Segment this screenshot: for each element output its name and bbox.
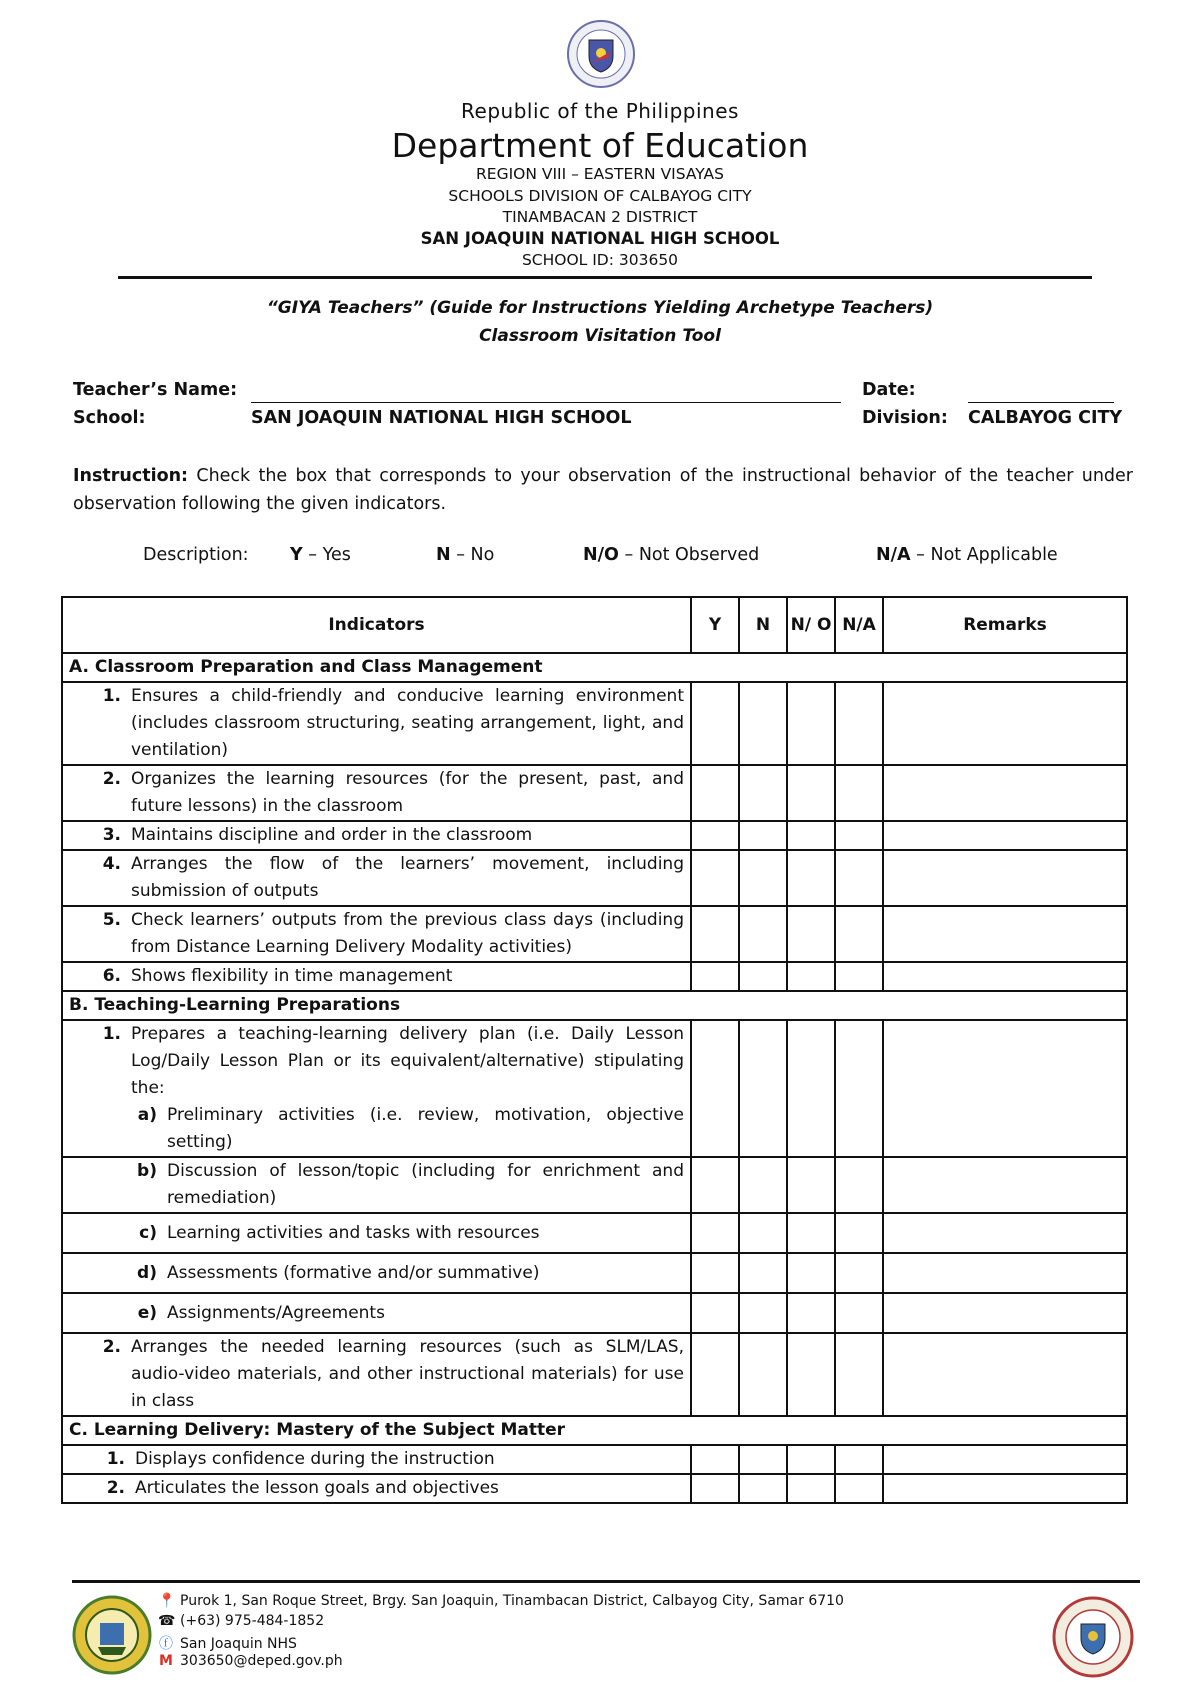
location-icon: 📍 <box>158 1593 176 1609</box>
division-value: CALBAYOG CITY <box>968 408 1123 428</box>
item-text: Displays confidence during the instruction <box>135 1449 495 1469</box>
checkbox-no[interactable] <box>787 765 835 821</box>
date-field[interactable] <box>968 380 1114 403</box>
checkbox-no[interactable] <box>787 1020 835 1157</box>
indicator-cell <box>62 1445 691 1474</box>
instruction-paragraph <box>73 462 1133 518</box>
item-text: Arranges the needed learning resources (such as SLM/LAS, audio-video materials, and other instructional materials) for use in class <box>131 1337 684 1411</box>
checkbox-na[interactable] <box>835 1157 883 1213</box>
checkbox-na[interactable] <box>835 1020 883 1157</box>
checkbox-n[interactable] <box>739 1445 787 1474</box>
section-a-title: A. Classroom Preparation and Class Management <box>62 653 1127 682</box>
table-row <box>62 821 1127 850</box>
checkbox-no[interactable] <box>787 682 835 765</box>
legend-yes-code: Y <box>290 545 303 565</box>
checkbox-na[interactable] <box>835 1445 883 1474</box>
item-text: Organizes the learning resources (for the present, past, and future lessons) in the classroom <box>131 769 684 816</box>
mail-icon: M <box>159 1653 173 1669</box>
sub-item-text: Discussion of lesson/topic (including for enrichment and remediation) <box>167 1161 684 1208</box>
checkbox-no[interactable] <box>787 962 835 991</box>
checkbox-y[interactable] <box>691 962 739 991</box>
checkbox-no[interactable] <box>787 1213 835 1253</box>
checkbox-na[interactable] <box>835 906 883 962</box>
sub-item-letter: a) <box>137 1105 157 1125</box>
legend-not-applicable <box>876 545 1058 565</box>
item-text: Articulates the lesson goals and objectives <box>135 1478 499 1498</box>
checkbox-y[interactable] <box>691 821 739 850</box>
table-row <box>62 906 1127 962</box>
table-row <box>62 1445 1127 1474</box>
header-na: N/A <box>835 597 883 653</box>
header-y: Y <box>691 597 739 653</box>
teacher-name-label: Teacher’s Name: <box>73 380 238 400</box>
item-number: 1. <box>102 686 121 706</box>
checkbox-n[interactable] <box>739 1020 787 1157</box>
table-header-row <box>62 597 1127 653</box>
checkbox-na[interactable] <box>835 1474 883 1503</box>
table-row <box>62 1293 1127 1333</box>
department-title: Department of Education <box>391 126 809 165</box>
legend-no2-code: N/O <box>583 545 619 565</box>
sub-item-text: Learning activities and tasks with resources <box>167 1222 540 1243</box>
header-remarks: Remarks <box>883 597 1127 653</box>
footer-divider <box>72 1580 1140 1583</box>
checkbox-n[interactable] <box>739 906 787 962</box>
region-line: REGION VIII – EASTERN VISAYAS <box>476 165 724 183</box>
checkbox-n[interactable] <box>739 1253 787 1293</box>
school-logo <box>72 1595 152 1675</box>
division-seal <box>1052 1596 1134 1678</box>
footer-email-line[interactable] <box>158 1653 343 1669</box>
indicator-cell <box>62 1474 691 1503</box>
item-text: Check learners’ outputs from the previous class days (including from Distance Learning Delivery Modality activities) <box>131 910 684 957</box>
remarks-cell[interactable] <box>883 1293 1127 1333</box>
header-indicators: Indicators <box>62 597 691 653</box>
checkbox-y[interactable] <box>691 1474 739 1503</box>
indicator-cell <box>62 1333 691 1416</box>
indicators-table <box>61 596 1128 1504</box>
checkbox-na[interactable] <box>835 850 883 906</box>
section-b-title: B. Teaching-Learning Preparations <box>62 991 1127 1020</box>
checkbox-y[interactable] <box>691 682 739 765</box>
checkbox-y[interactable] <box>691 1293 739 1333</box>
remarks-cell[interactable] <box>883 1445 1127 1474</box>
sub-item-text: Assessments (formative and/or summative) <box>167 1262 540 1283</box>
remarks-cell[interactable] <box>883 821 1127 850</box>
footer-facebook-line[interactable] <box>158 1633 297 1653</box>
footer-address: Purok 1, San Roque Street, Brgy. San Joaquin, Tinambacan District, Calbayog City, Samar 6710 <box>180 1593 844 1609</box>
table-row <box>62 1333 1127 1416</box>
table-row <box>62 1157 1127 1213</box>
indicator-cell <box>62 962 691 991</box>
tool-subtitle: Classroom Visitation Tool <box>479 326 721 346</box>
remarks-cell[interactable] <box>883 1333 1127 1416</box>
legend-no-text: – No <box>456 545 495 565</box>
checkbox-n[interactable] <box>739 821 787 850</box>
indicator-cell <box>62 1157 691 1213</box>
remarks-cell[interactable] <box>883 1474 1127 1503</box>
remarks-cell[interactable] <box>883 765 1127 821</box>
sub-item-letter: d) <box>137 1262 157 1283</box>
footer-address-line <box>158 1593 844 1609</box>
checkbox-y[interactable] <box>691 1157 739 1213</box>
footer-phone-line <box>158 1613 324 1629</box>
school-line: SAN JOAQUIN NATIONAL HIGH SCHOOL <box>420 229 780 248</box>
description-label: Description: <box>143 545 249 565</box>
checkbox-no[interactable] <box>787 1157 835 1213</box>
deped-seal <box>566 18 636 90</box>
checkbox-na[interactable] <box>835 1333 883 1416</box>
item-text: Ensures a child-friendly and conducive learning environment (includes classroom structuring, seating arrangement, light, and ventilation) <box>131 686 684 760</box>
indicator-cell <box>62 1213 691 1253</box>
checkbox-n[interactable] <box>739 850 787 906</box>
checkbox-n[interactable] <box>739 682 787 765</box>
remarks-cell[interactable] <box>883 1213 1127 1253</box>
checkbox-y[interactable] <box>691 1333 739 1416</box>
table-row <box>62 1213 1127 1253</box>
header-no: N/ O <box>787 597 835 653</box>
checkbox-no[interactable] <box>787 906 835 962</box>
indicator-cell <box>62 906 691 962</box>
checkbox-y[interactable] <box>691 850 739 906</box>
checkbox-no[interactable] <box>787 1445 835 1474</box>
table-row <box>62 1020 1127 1157</box>
item-number: 4. <box>102 854 121 874</box>
checkbox-no[interactable] <box>787 1253 835 1293</box>
checkbox-n[interactable] <box>739 1157 787 1213</box>
date-label: Date: <box>862 380 916 400</box>
checkbox-y[interactable] <box>691 765 739 821</box>
table-row <box>62 962 1127 991</box>
legend-yes <box>290 545 351 565</box>
legend-no-code: N <box>436 545 451 565</box>
checkbox-y[interactable] <box>691 1020 739 1157</box>
table-row <box>62 1474 1127 1503</box>
sub-item-letter: e) <box>137 1302 157 1323</box>
table-row <box>62 850 1127 906</box>
item-number: 2. <box>102 769 121 789</box>
checkbox-y[interactable] <box>691 1213 739 1253</box>
school-id-line: SCHOOL ID: 303650 <box>521 251 679 269</box>
remarks-cell[interactable] <box>883 962 1127 991</box>
checkbox-y[interactable] <box>691 1253 739 1293</box>
checkbox-na[interactable] <box>835 682 883 765</box>
division-label: Division: <box>862 408 948 428</box>
table-row <box>62 1253 1127 1293</box>
checkbox-no[interactable] <box>787 821 835 850</box>
remarks-cell[interactable] <box>883 1253 1127 1293</box>
instruction-text: Check the box that corresponds to your observation of the instructional behavior of the teacher under observation following the given indicators. <box>73 466 1133 514</box>
header-divider <box>118 276 1092 279</box>
checkbox-na[interactable] <box>835 765 883 821</box>
item-text: Arranges the flow of the learners’ movement, including submission of outputs <box>131 854 684 901</box>
checkbox-n[interactable] <box>739 962 787 991</box>
checkbox-n[interactable] <box>739 1213 787 1253</box>
footer-facebook[interactable]: San Joaquin NHS <box>180 1636 297 1652</box>
legend-na-code: N/A <box>876 545 911 565</box>
header-n: N <box>739 597 787 653</box>
district-line: TINAMBACAN 2 DISTRICT <box>502 208 698 226</box>
item-number: 5. <box>102 910 121 930</box>
sub-item-letter: c) <box>139 1222 157 1243</box>
legend-yes-text: – Yes <box>308 545 351 565</box>
section-a-row <box>62 653 1127 682</box>
item-text: Shows flexibility in time management <box>131 966 453 986</box>
indicator-cell <box>62 765 691 821</box>
section-c-row <box>62 1416 1127 1445</box>
item-text: Prepares a teaching-learning delivery plan (i.e. Daily Lesson Log/Daily Lesson Plan or its equivalent/alternative) stipulating the: <box>131 1024 684 1098</box>
legend-no <box>436 545 494 565</box>
section-b-row <box>62 991 1127 1020</box>
republic-line: Republic of the Philippines <box>461 99 739 123</box>
remarks-cell[interactable] <box>883 682 1127 765</box>
sub-item-text: Assignments/Agreements <box>167 1302 385 1323</box>
legend-no2-text: – Not Observed <box>624 545 760 565</box>
indicator-cell <box>62 682 691 765</box>
checkbox-na[interactable] <box>835 1213 883 1253</box>
checkbox-n[interactable] <box>739 1333 787 1416</box>
checkbox-no[interactable] <box>787 1333 835 1416</box>
sub-item-text: Preliminary activities (i.e. review, motivation, objective setting) <box>167 1105 684 1152</box>
remarks-cell[interactable] <box>883 906 1127 962</box>
tool-title: “GIYA Teachers” (Guide for Instructions Yielding Archetype Teachers) <box>266 298 934 318</box>
checkbox-no[interactable] <box>787 1474 835 1503</box>
sub-item-letter: b) <box>137 1161 157 1181</box>
checkbox-na[interactable] <box>835 1293 883 1333</box>
item-number: 2. <box>102 1337 121 1357</box>
legend-na-text: – Not Applicable <box>916 545 1058 565</box>
school-label: School: <box>73 408 146 428</box>
item-number: 1. <box>106 1449 125 1469</box>
item-number: 1. <box>102 1024 121 1044</box>
item-number: 2. <box>106 1478 125 1498</box>
checkbox-y[interactable] <box>691 1445 739 1474</box>
checkbox-n[interactable] <box>739 1474 787 1503</box>
table-row <box>62 682 1127 765</box>
checkbox-y[interactable] <box>691 906 739 962</box>
division-line: SCHOOLS DIVISION OF CALBAYOG CITY <box>448 187 752 205</box>
teacher-name-field[interactable] <box>251 380 841 403</box>
checkbox-na[interactable] <box>835 1253 883 1293</box>
checkbox-n[interactable] <box>739 765 787 821</box>
phone-icon: ☎ <box>158 1613 176 1629</box>
checkbox-no[interactable] <box>787 1293 835 1333</box>
table-row <box>62 765 1127 821</box>
school-value: SAN JOAQUIN NATIONAL HIGH SCHOOL <box>251 408 632 428</box>
item-text: Maintains discipline and order in the classroom <box>131 825 533 845</box>
legend-not-observed <box>583 545 759 565</box>
checkbox-na[interactable] <box>835 821 883 850</box>
footer-email[interactable]: 303650@deped.gov.ph <box>180 1653 343 1669</box>
remarks-cell[interactable] <box>883 1020 1127 1157</box>
footer-phone: (+63) 975-484-1852 <box>180 1613 325 1629</box>
checkbox-n[interactable] <box>739 1293 787 1333</box>
indicator-cell <box>62 1293 691 1333</box>
instruction-label: Instruction: <box>73 466 189 486</box>
remarks-cell[interactable] <box>883 850 1127 906</box>
checkbox-na[interactable] <box>835 962 883 991</box>
section-c-title: C. Learning Delivery: Mastery of the Subject Matter <box>62 1416 1127 1445</box>
indicator-cell <box>62 1020 691 1157</box>
item-number: 3. <box>102 825 121 845</box>
indicator-cell <box>62 821 691 850</box>
indicator-cell <box>62 850 691 906</box>
indicator-cell <box>62 1253 691 1293</box>
checkbox-no[interactable] <box>787 850 835 906</box>
remarks-cell[interactable] <box>883 1157 1127 1213</box>
facebook-icon: ⓕ <box>159 1636 173 1652</box>
item-number: 6. <box>102 966 121 986</box>
